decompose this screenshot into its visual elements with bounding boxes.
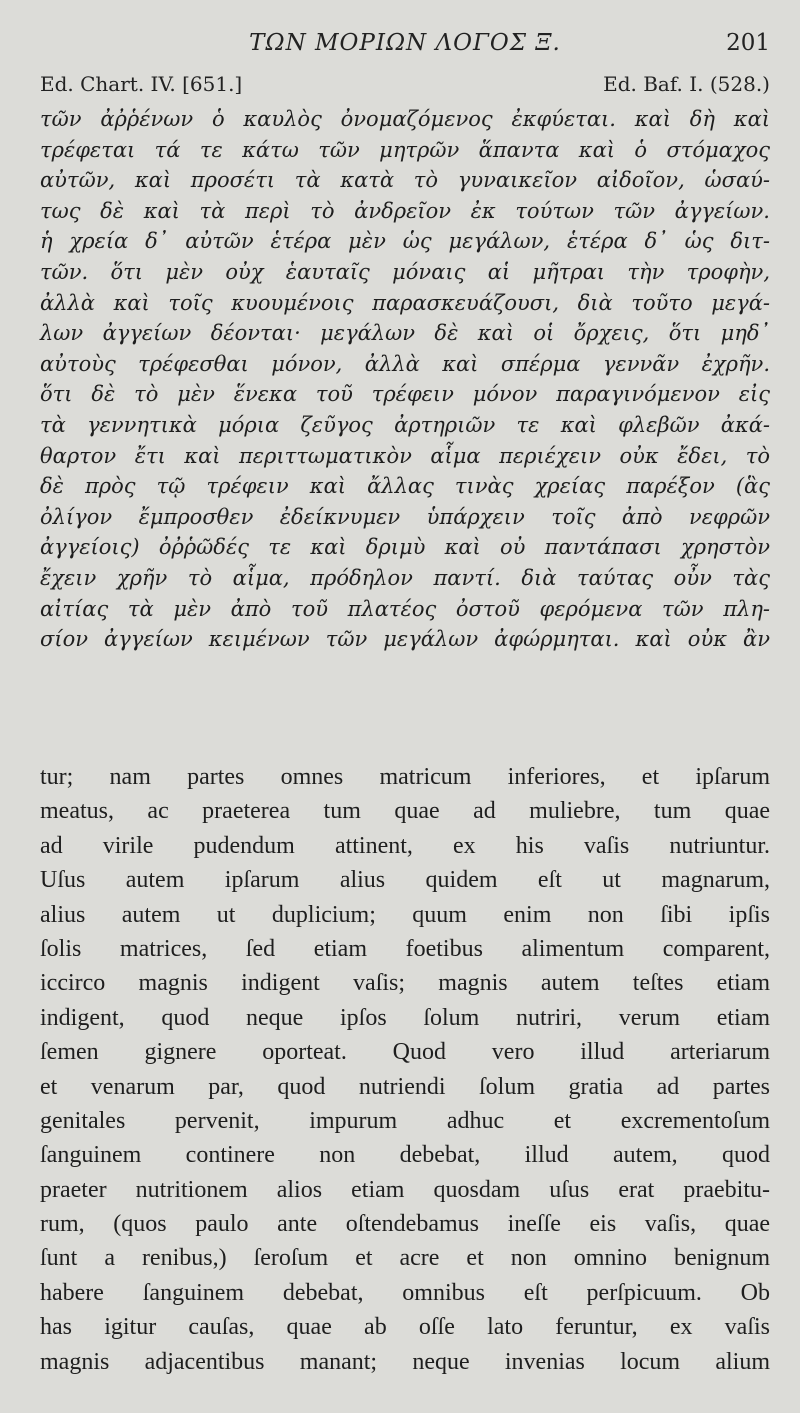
greek-line: ἀλλὰ καὶ τοῖς κυουμένοις παρασκευάζουσι, διὰ τοῦτο μεγά- — [40, 290, 770, 315]
latin-line: ſanguinem continere non debebat, illud autem, quod — [40, 1142, 770, 1169]
greek-line: ἀγγείοις) ὀῤῥῶδές τε καὶ δριμὺ καὶ οὐ παντάπασι χρηστὸν — [40, 535, 770, 560]
latin-line: has igitur cauſas, quae ab oſſe lato feruntur, ex vaſis — [40, 1314, 770, 1341]
greek-line: ὀλίγον ἔμπροσθεν ἐδείκνυμεν ὑπάρχειν τοῖς ἀπὸ νεφρῶν — [40, 504, 770, 529]
latin-line: rum, (quos paulo ante oſtendebamus ineſſe eis vaſis, quae — [40, 1211, 770, 1238]
greek-line: ὅτι δὲ τὸ μὲν ἕνεκα τοῦ τρέφειν μόνον παραγινόμενον εἰς — [40, 382, 770, 407]
greek-line: τρέφεται τά τε κάτω τῶν μητρῶν ἅπαντα καὶ ὁ στόμαχος — [40, 137, 770, 162]
greek-line: αὐτῶν, καὶ προσέτι τὰ κατὰ τὸ γυναικεῖον αἰδοῖον, ὡσαύ- — [40, 168, 770, 193]
greek-line: δὲ πρὸς τῷ τρέφειν καὶ ἄλλας τινὰς χρείας παρέξον (ἃς — [40, 474, 770, 499]
latin-line: ad virile pudendum attinent, ex his vaſis nutriuntur. — [40, 832, 770, 859]
latin-line: alius autem ut duplicium; quum enim non ſibi ipſis — [40, 901, 770, 928]
latin-line: ſolis matrices, ſed etiam foetibus alimentum comparent, — [40, 935, 770, 962]
running-head — [40, 30, 770, 62]
greek-line: λων ἀγγείων δέονται· μεγάλων δὲ καὶ οἱ ὄρχεις, ὅτι μηδ᾽ — [40, 321, 770, 346]
running-title: ΤΩΝ ΜΟΡΙΩΝ ΛΟΓΟΣ Ξ. — [249, 30, 561, 56]
greek-line: θαρτον ἔτι καὶ περιττωματικὸν αἷμα περιέχειν οὐκ ἔδει, τὸ — [40, 443, 770, 468]
latin-line: Uſus autem ipſarum alius quidem eſt ut magnarum, — [40, 867, 770, 894]
latin-line: indigent, quod neque ipſos ſolum nutriri, verum etiam — [40, 1004, 770, 1031]
greek-line: τῶν. ὅτι μὲν οὐχ ἑαυταῖς μόναις αἱ μῆτραι τὴν τροφὴν, — [40, 259, 770, 284]
latin-line: genitales pervenit, impurum adhuc et excrementoſum — [40, 1107, 770, 1134]
latin-text-block — [40, 760, 770, 1379]
latin-line: tur; nam partes omnes matricum inferiores, et ipſarum — [40, 764, 770, 790]
edition-chartier-reference: Ed. Chart. IV. [651.] — [40, 72, 243, 96]
greek-line: σίον ἀγγείων κειμένων τῶν μεγάλων ἀφώρμηται. καὶ οὐκ ἂν — [40, 627, 770, 652]
greek-line: τως δὲ καὶ τὰ περὶ τὸ ἀνδρεῖον ἐκ τούτων τῶν ἀγγείων. — [40, 198, 770, 223]
greek-line: ἡ χρεία δ᾽ αὐτῶν ἑτέρα μὲν ὡς μεγάλων, ἑτέρα δ᾽ ὡς διτ- — [40, 229, 770, 254]
edition-reference-line — [40, 72, 770, 100]
latin-line: ſemen gignere oporteat. Quod vero illud arteriarum — [40, 1039, 770, 1066]
latin-line: et venarum par, quod nutriendi ſolum gratia ad partes — [40, 1073, 770, 1100]
greek-line: αὐτοὺς τρέφεσθαι μόνον, ἀλλὰ καὶ σπέρμα γεννᾶν ἐχρῆν. — [40, 351, 770, 376]
latin-line: habere ſanguinem debebat, omnibus eſt perſpicuum. Ob — [40, 1279, 770, 1306]
latin-line: praeter nutritionem alios etiam quosdam uſus erat praebitu- — [40, 1176, 770, 1203]
greek-line: αἰτίας τὰ μὲν ἀπὸ τοῦ πλατέος ὀστοῦ φερόμενα τῶν πλη- — [40, 596, 770, 621]
greek-line: ἔχειν χρῆν τὸ αἷμα, πρόδηλον παντί. διὰ ταύτας οὖν τὰς — [40, 565, 770, 590]
page-number: 201 — [726, 30, 770, 56]
latin-line: meatus, ac praeterea tum quae ad muliebre, tum quae — [40, 798, 770, 825]
greek-line: τὰ γεννητικὰ μόρια ζεῦγος ἀρτηριῶν τε καὶ φλεβῶν ἀκά- — [40, 412, 770, 437]
latin-line: magnis adjacentibus manant; neque invenias locum alium — [40, 1348, 770, 1375]
greek-line: τῶν ἀῤῥένων ὁ καυλὸς ὀνομαζόμενος ἐκφύεται. καὶ δὴ καὶ — [40, 107, 770, 131]
latin-line: ſunt a renibus,) ſeroſum et acre et non omnino benignum — [40, 1245, 770, 1272]
edition-basel-reference: Ed. Baf. I. (528.) — [603, 72, 770, 96]
latin-line: iccirco magnis indigent vaſis; magnis autem teſtes etiam — [40, 970, 770, 997]
greek-text-block — [40, 104, 770, 655]
